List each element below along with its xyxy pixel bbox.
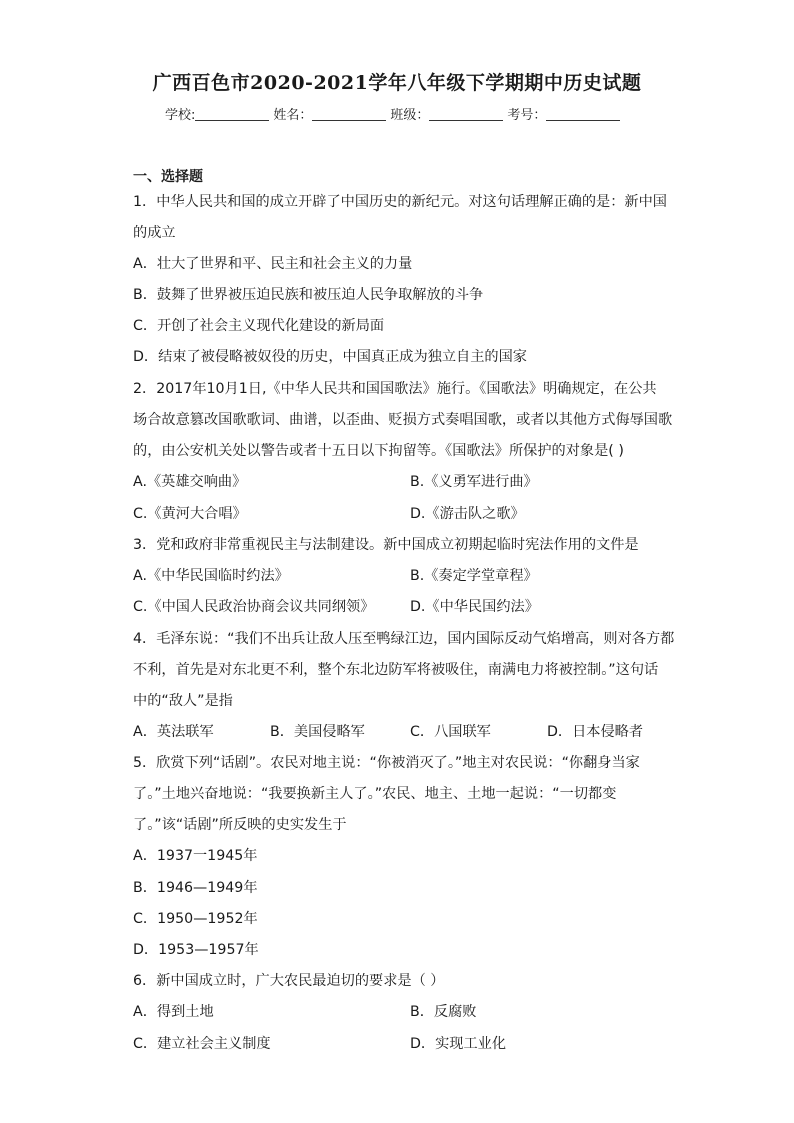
question-4-stem-line-2: 不利，首先是对东北更不利，整个东北边防军将被吸住，南满电力将被控制。”这句话	[133, 662, 659, 678]
question-5-option-c[interactable]: C．1950—1952年	[133, 911, 258, 927]
question-3-option-b[interactable]: B.《奏定学堂章程》	[410, 568, 538, 584]
question-1-stem-line-1: 1．中华人民共和国的成立开辟了中国历史的新纪元。对这句话理解正确的是：新中国	[133, 194, 667, 210]
exam-number-blank[interactable]	[546, 106, 620, 121]
question-4-option-d[interactable]: D．日本侵略者	[547, 724, 644, 740]
question-6-option-a[interactable]: A．得到土地	[133, 1004, 214, 1020]
question-6-option-c[interactable]: C．建立社会主义制度	[133, 1036, 271, 1052]
section-heading: 一、选择题	[133, 169, 203, 185]
question-5-stem-line-1: 5．欣赏下列“话剧”。农民对地主说：“你被消灭了。”地主对农民说：“你翻身当家	[133, 755, 640, 771]
question-1-option-d[interactable]: D．结束了被侵略被奴役的历史，中国真正成为独立自主的国家	[133, 349, 527, 365]
question-3-option-a[interactable]: A.《中华民国临时约法》	[133, 568, 289, 584]
question-2-option-a[interactable]: A.《英雄交响曲》	[133, 474, 247, 490]
question-1-stem-line-2: 的成立	[133, 225, 176, 241]
question-6-stem-line-1: 6．新中国成立时，广大农民最迫切的要求是（ ）	[133, 973, 445, 989]
question-4-stem-line-3: 中的“敌人”是指	[133, 693, 233, 709]
question-4-option-a[interactable]: A．英法联军	[133, 724, 214, 740]
question-1-option-b[interactable]: B．鼓舞了世界被压迫民族和被压迫人民争取解放的斗争	[133, 287, 484, 303]
question-2-option-b[interactable]: B.《义勇军进行曲》	[410, 474, 538, 490]
class-label: 班级：	[390, 108, 430, 123]
question-5-option-a[interactable]: A．1937一1945年	[133, 848, 258, 864]
question-4-stem-line-1: 4．毛泽东说：“我们不出兵让敌人压至鸭绿江边，国内国际反动气焰增高，则对各方都	[133, 631, 675, 647]
question-2-option-c[interactable]: C.《黄河大合唱》	[133, 506, 247, 522]
question-2-stem-line-3: 的，由公安机关处以警告或者十五日以下拘留等。《国歌法》所保护的对象是( )	[133, 443, 624, 459]
student-info-row	[165, 104, 624, 123]
question-2-stem-line-1: 2．2017年10月1日,《中华人民共和国国歌法》施行。《国歌法》明确规定，在公共	[133, 381, 657, 397]
question-2-option-d[interactable]: D.《游击队之歌》	[410, 506, 525, 522]
question-4-option-c[interactable]: C．八国联军	[410, 724, 491, 740]
question-3-option-c[interactable]: C.《中国人民政治协商会议共同纲领》	[133, 599, 375, 615]
question-6-option-b[interactable]: B．反腐败	[410, 1004, 477, 1020]
question-4-option-b[interactable]: B．美国侵略军	[270, 724, 365, 740]
question-5-option-b[interactable]: B．1946—1949年	[133, 880, 258, 896]
name-blank[interactable]	[312, 106, 386, 121]
question-2-stem-line-2: 场合故意篡改国歌歌词、曲谱，以歪曲、贬损方式奏唱国歌，或者以其他方式侮辱国歌	[133, 412, 673, 428]
question-5-stem-line-3: 了。”该“话剧”所反映的史实发生于	[133, 817, 347, 833]
class-blank[interactable]	[429, 106, 503, 121]
question-5-option-d[interactable]: D．1953—1957年	[133, 942, 259, 958]
question-5-stem-line-2: 了。”土地兴奋地说：“我要换新主人了。”农民、地主、土地一起说：“一切都变	[133, 786, 617, 802]
question-1-option-c[interactable]: C．开创了社会主义现代化建设的新局面	[133, 318, 385, 334]
school-blank[interactable]	[195, 106, 269, 121]
name-label: 姓名：	[273, 108, 313, 123]
question-3-option-d[interactable]: D.《中华民国约法》	[410, 599, 539, 615]
question-3-stem-line-1: 3．党和政府非常重视民主与法制建设。新中国成立初期起临时宪法作用的文件是	[133, 537, 639, 553]
question-6-option-d[interactable]: D．实现工业化	[410, 1036, 507, 1052]
exam-number-label: 考号：	[507, 108, 547, 123]
school-label: 学校:	[165, 108, 196, 123]
exam-title: 广西百色市2020-2021学年八年级下学期期中历史试题	[152, 72, 642, 94]
question-1-option-a[interactable]: A．壮大了世界和平、民主和社会主义的力量	[133, 256, 413, 272]
